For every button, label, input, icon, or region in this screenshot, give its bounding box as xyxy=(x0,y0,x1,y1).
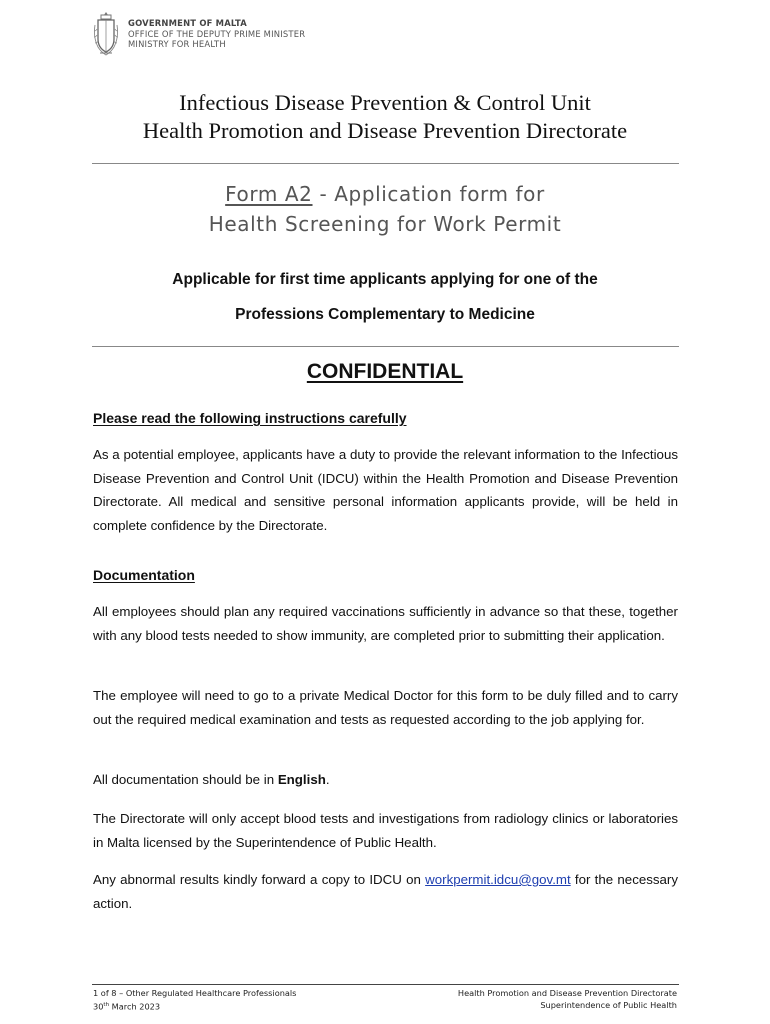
documentation-paragraph-1: All employees should plan any required vaccinations sufficiently in advance so that these, together with any blood tests needed to show immunity, are completed prior to submitting their application. xyxy=(93,604,678,643)
government-header xyxy=(92,8,305,60)
confidential-heading: CONFIDENTIAL xyxy=(306,360,464,383)
instructions-paragraph: As a potential employee, applicants have a duty to provide the relevant information to the Infectious Disease Prevention and Control Unit (IDCU) within the Health Promotion and Disease Prevention Directorate. All medical and sensitive personal information applicants provide, will be held in complete confidence by the Directorate. xyxy=(93,447,678,533)
footer-date-suffix: th xyxy=(103,1002,110,1008)
language-english: English xyxy=(277,772,326,787)
form-title-rest: - Application form for xyxy=(312,182,545,206)
divider xyxy=(92,163,679,164)
divider xyxy=(92,346,679,347)
footer-divider xyxy=(92,984,679,985)
form-code: Form A2 xyxy=(225,182,313,206)
documentation-paragraph-2: The employee will need to go to a private Medical Doctor for this form to be duly filled and to carry out the required medical examination and tests as requested according to the job applying for. xyxy=(93,688,678,727)
language-text: All documentation should be in xyxy=(93,772,278,787)
footer-superintendence: Superintendence of Public Health xyxy=(540,1000,677,1010)
documentation-paragraph-5 xyxy=(93,868,678,915)
government-text xyxy=(128,18,305,50)
footer-date-day: 30 xyxy=(93,1001,104,1012)
language-period: . xyxy=(325,772,330,787)
abnormal-results-tail: for the necessary action. xyxy=(93,872,679,911)
footer-left xyxy=(93,987,296,1013)
applicable-line-2: Professions Complementary to Medicine xyxy=(235,306,535,323)
applicable-line-1: Applicable for first time applicants applying for one of the xyxy=(172,271,598,288)
email-link[interactable]: workpermit.idcu@gov.mt xyxy=(425,872,571,887)
documentation-paragraph-4: The Directorate will only accept blood tests and investigations from radiology clinics or laboratories in Malta licensed by the Superintendence of Public Health. xyxy=(93,811,678,850)
documentation-heading: Documentation xyxy=(93,567,195,583)
unit-title: Infectious Disease Prevention & Control Unit xyxy=(179,90,591,115)
abnormal-results-text: Any abnormal results kindly forward a copy to IDCU on xyxy=(93,872,426,887)
documentation-paragraph-3 xyxy=(93,768,678,792)
malta-crest-icon xyxy=(92,11,120,57)
footer-page-info: 1 of 8 – Other Regulated Healthcare Professionals xyxy=(93,988,297,998)
footer-right xyxy=(380,987,677,1011)
footer-date xyxy=(93,999,296,1013)
form-subtitle: Health Screening for Work Permit xyxy=(208,212,562,236)
government-line-2: OFFICE OF THE DEPUTY PRIME MINISTER xyxy=(128,28,306,39)
government-line-1: GOVERNMENT OF MALTA xyxy=(128,18,247,29)
government-line-3: MINISTRY FOR HEALTH xyxy=(128,39,226,50)
directorate-title: Health Promotion and Disease Prevention Directorate xyxy=(142,118,628,143)
footer-directorate: Health Promotion and Disease Prevention Directorate xyxy=(457,988,677,998)
footer-date-rest: March 2023 xyxy=(109,1001,161,1012)
instructions-heading: Please read the following instructions carefully xyxy=(93,410,407,426)
form-title xyxy=(0,182,770,206)
